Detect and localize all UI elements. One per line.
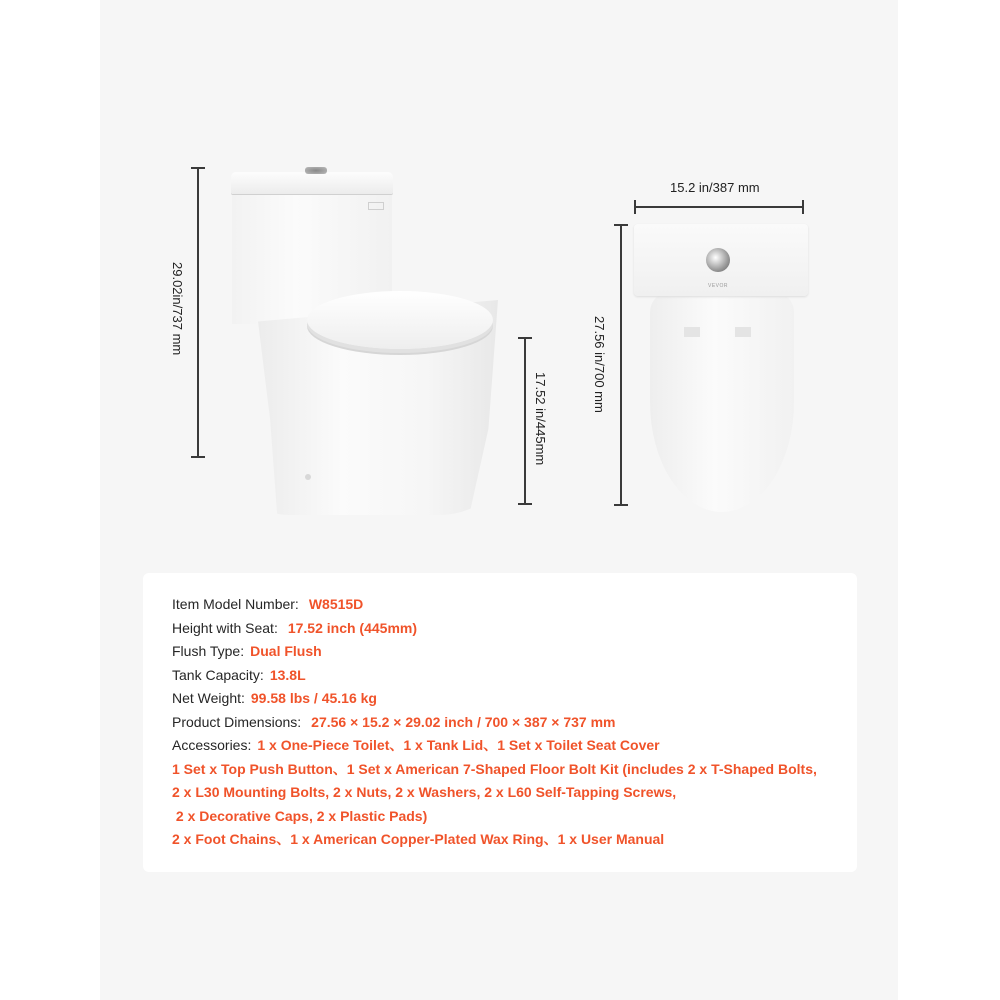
spec-value: Dual Flush (250, 643, 322, 659)
spec-row-accessories (172, 734, 817, 758)
spec-list (172, 593, 817, 852)
spec-value: 99.58 lbs / 45.16 kg (250, 690, 377, 706)
total-height-dimension-line (197, 167, 199, 458)
accessories-line: 2 x Foot Chains、1 x American Copper-Plated Wax Ring、1 x User Manual (172, 831, 665, 847)
depth-dimension-line (620, 224, 622, 506)
toilet-bowl-top (650, 292, 794, 512)
accessories-line: 1 Set x Top Push Button、1 Set x American 7-Shaped Floor Bolt Kit (includes 2 x T-Shaped Bolts, (172, 760, 817, 777)
seat-hinge-right (735, 327, 751, 337)
width-label: 15.2 in/387 mm (670, 180, 760, 195)
seat-height-dimension-line (524, 337, 526, 505)
spec-row-tank-capacity (172, 664, 817, 688)
drain-cap-icon (305, 474, 311, 480)
accessories-line: 2 x Decorative Caps, 2 x Plastic Pads) (172, 807, 428, 824)
dual-flush-button-icon (706, 248, 730, 272)
spec-label: Product Dimensions: (172, 713, 302, 730)
toilet-tank-lid (231, 172, 393, 194)
flush-button-icon (305, 167, 327, 174)
toilet-seat (307, 291, 493, 349)
tank-logo-icon (368, 202, 384, 210)
spec-row-dimensions (172, 711, 817, 735)
spec-label: Net Weight: (172, 690, 245, 706)
spec-label: Item Model Number: (172, 596, 299, 612)
seat-height-label: 17.52 in/445mm (533, 372, 548, 466)
accessories-line: 2 x L30 Mounting Bolts, 2 x Nuts, 2 x Washers, 2 x L60 Self-Tapping Screws, (172, 784, 677, 800)
spec-label: Tank Capacity: (172, 666, 264, 683)
spec-card (143, 573, 857, 872)
width-dimension-line (634, 206, 804, 208)
spec-row-model (172, 593, 817, 617)
spec-value: 17.52 inch (445mm) (287, 619, 418, 636)
spec-row-flush-type (172, 640, 817, 664)
spec-label: Accessories: (172, 737, 252, 753)
depth-label: 27.56 in/700 mm (592, 316, 607, 413)
spec-row-net-weight (172, 687, 817, 711)
spec-value: 13.8L (269, 666, 306, 683)
brand-mark: VEVOR (708, 283, 729, 289)
spec-label: Height with Seat: (172, 619, 278, 636)
spec-value: W8515D (308, 596, 364, 612)
spec-value: 27.56 × 15.2 × 29.02 inch / 700 × 387 × 737 mm (311, 713, 616, 730)
spec-label: Flush Type: (172, 643, 245, 659)
spec-row-seat-height (172, 617, 817, 641)
accessories-line: 1 x One-Piece Toilet、1 x Tank Lid、1 Set x Toilet Seat Cover (257, 737, 660, 753)
seat-hinge-left (684, 327, 700, 337)
total-height-label: 29.02in/737 mm (170, 262, 185, 356)
